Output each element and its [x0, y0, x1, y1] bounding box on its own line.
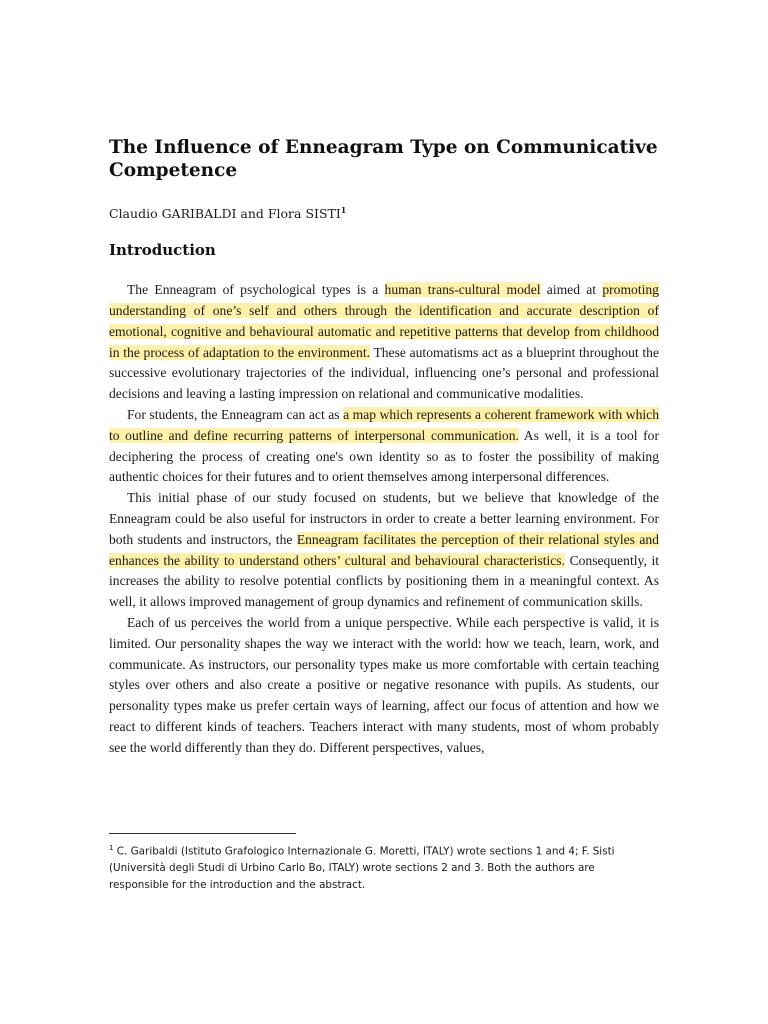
author-line — [109, 202, 659, 222]
footnote-divider — [109, 833, 296, 834]
paragraph-text: These automatisms act as a blueprint throughout the successive evolutionary trajectories of the individual, influencing one’s personal and professional decisions and leaving a lasting impression on relational and communicative modalities. — [109, 344, 659, 402]
paragraph-text: For students, the Enneagram can act as — [127, 406, 344, 422]
footnote — [109, 840, 649, 893]
section-heading: Introduction — [109, 241, 216, 260]
footnote-mark: 1 — [109, 844, 114, 852]
body-text — [109, 280, 659, 758]
paragraph-text: aimed at — [540, 282, 603, 298]
highlighted-text: human trans-cultural model — [384, 282, 541, 298]
author-footnote-mark: 1 — [340, 205, 347, 215]
paragraph — [109, 488, 659, 613]
highlighted-text: promoting understanding of one’s self and others through the identification and accurate description of emotional, cognitive and behavioural automatic and repetitive patterns that develop from childhood in the process of adaptation to the environment. — [109, 282, 659, 360]
paragraph-text: Consequently, it increases the ability to resolve potential conflicts by positioning them in a meaningful context. As well, it allows improved management of group dynamics and refinement of communication skills. — [109, 552, 659, 610]
paragraph-text: The Enneagram of psychological types is a — [127, 282, 385, 298]
paragraph — [109, 613, 659, 759]
paragraph-text: Each of us perceives the world from a unique perspective. While each perspective is valid, it is limited. Our personality shapes the way we interact with the world: how we teach, learn, work, and communicate. As instructors, our personality types make us more comfortable with certain teaching styles over others and also create a positive or negative resonance with pupils. As students, our personality types make us prefer certain ways of learning, affect our focus of attention and how we react to different kinds of teachers. Teachers interact with many students, most of whom probably see the world differently than they do. Different perspectives, values, — [109, 614, 659, 755]
footnote-text: C. Garibaldi (Istituto Grafologico Internazionale G. Moretti, ITALY) wrote sections 1 and 4; F. Sisti (Università degli Studi di Urbino Carlo Bo, ITALY) wrote sections 2 and 3. Both the authors are responsible for the introduction and the abstract. — [109, 845, 615, 891]
paragraph — [109, 280, 659, 405]
highlighted-text: Enneagram facilitates the perception of their relational styles and enhances the ability to understand others’ cultural and behavioural characteristics. — [109, 531, 659, 568]
paragraph-text: This initial phase of our study focused on students, but we believe that knowledge of the Enneagram could be also useful for instructors in order to create a better learning environment. For both students and instructors, the — [109, 490, 659, 547]
document-content — [109, 136, 659, 758]
highlighted-text: a map which represents a coherent framework with which to outline and define recurring patterns of interpersonal communication. — [109, 406, 659, 443]
document-title: The Influence of Enneagram Type on Communicative Competence — [109, 137, 658, 181]
paragraph-text: As well, it is a tool for deciphering the process of creating one's own identity so as to foster the possibility of making authentic choices for their futures and to orient themselves among interpersonal differences. — [109, 427, 659, 485]
author-names: Claudio GARIBALDI and Flora SISTI — [109, 206, 341, 222]
paragraph — [109, 405, 659, 488]
